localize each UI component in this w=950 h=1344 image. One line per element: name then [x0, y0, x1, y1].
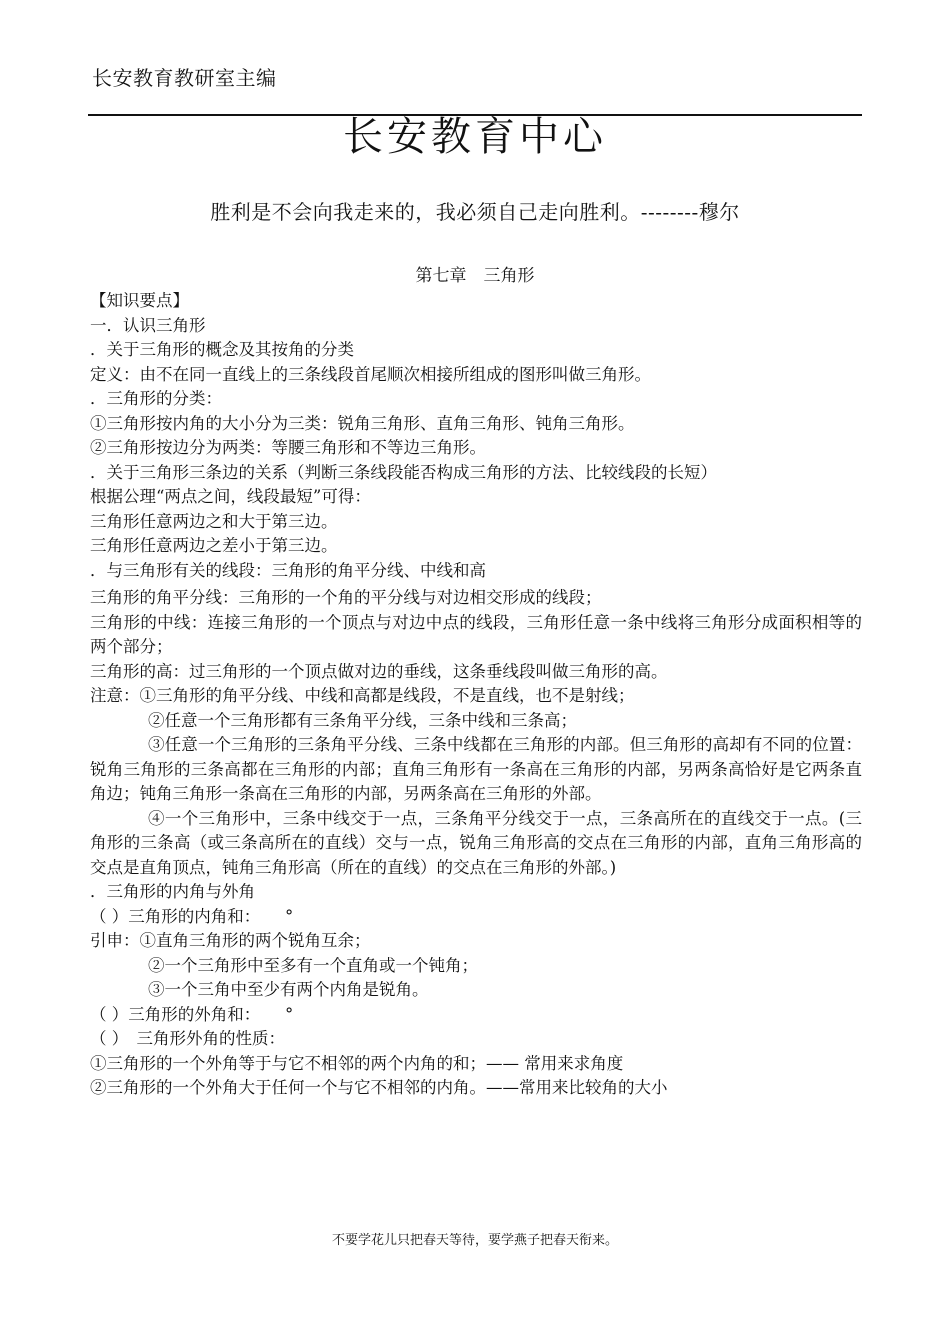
text-paragraph: 三角形的中线：连接三角形的一个顶点与对边中点的线段，三角形任意一条中线将三角形分成面积相等的两个部分；	[90, 612, 862, 656]
text-line: 根据公理“两点之间，线段最短”可得：	[90, 487, 371, 506]
text-line: ②三角形按边分为两类：等腰三角形和不等边三角形。	[90, 438, 486, 457]
text-line: ②一个三角形中至多有一个直角或一个钝角；	[148, 955, 478, 975]
text-line: ②三角形的一个外角大于任何一个与它不相邻的内角。——常用来比较角的大小	[90, 1078, 668, 1097]
text-line: 定义：由不在同一直线上的三条线段首尾顺次相接所组成的图形叫做三角形。	[90, 364, 651, 384]
note-line: ②任意一个三角形都有三条角平分线，三条中线和三条高；	[148, 710, 577, 730]
text-line: 三角形任意两边之和大于第三边。	[90, 511, 338, 531]
text-line: 三角形任意两边之差小于第三边。	[90, 536, 338, 555]
note-paragraph: ③任意一个三角形的三条角平分线、三条中线都在三角形的内部。但三角形的高却有不同的位置：锐角三角形的三条高都在三角形的内部；直角三角形有一条高在三角形的内部，另两条高恰好是它两条直角边；钝角三角形一条高在三角形的内部，另两条高在三角形的外部。	[90, 735, 862, 803]
text-line: （ ）三角形的外角和： °	[90, 1004, 294, 1024]
subsection-heading: ．三角形的内角与外角	[90, 882, 255, 901]
motto: 胜利是不会向我走来的，我必须自己走向胜利。--------穆尔	[210, 200, 740, 224]
subsection-heading: ．关于三角形三条边的关系（判断三条线段能否构成三角形的方法、比较线段的长短）	[90, 462, 717, 482]
document-body	[90, 289, 862, 1101]
editor-header: 长安教育教研室主编	[92, 66, 277, 90]
subsection-heading: ．关于三角形的概念及其按角的分类	[90, 340, 354, 359]
text-line: （ ）三角形的内角和： °	[90, 906, 294, 926]
section-heading: 一．认识三角形	[90, 315, 206, 335]
text-line: （ ） 三角形外角的性质：	[90, 1029, 285, 1048]
text-line: 三角形的高：过三角形的一个顶点做对边的垂线，这条垂线段叫做三角形的高。	[90, 661, 668, 681]
subsection-heading: ．与三角形有关的线段：三角形的角平分线、中线和高	[90, 560, 486, 580]
text-line: ①三角形按内角的大小分为三类：锐角三角形、直角三角形、钝角三角形。	[90, 413, 635, 433]
note-paragraph: ④一个三角形中，三条中线交于一点，三条角平分线交于一点，三条高所在的直线交于一点。(三角形的三条高（或三条高所在的直线）交与一点，锐角三角形高的交点在三角形的内部，直角三角形高的交点是直角顶点，钝角三角形高（所在的直线）的交点在三角形的外部。)	[90, 808, 862, 877]
subsection-heading: ．三角形的分类：	[90, 389, 222, 408]
section-heading: 【知识要点】	[90, 291, 189, 310]
text-line: 三角形的角平分线：三角形的一个角的平分线与对边相交形成的线段；	[90, 588, 602, 607]
text-line: 引申：①直角三角形的两个锐角互余；	[90, 931, 371, 950]
page-footer: 不要学花儿只把春天等待，要学燕子把春天衔来。	[331, 1233, 618, 1248]
chapter-title: 第七章 三角形	[415, 266, 535, 286]
text-line: ①三角形的一个外角等于与它不相邻的两个内角的和；—— 常用来求角度	[90, 1053, 624, 1073]
note-line: 注意：①三角形的角平分线、中线和高都是线段，不是直线，也不是射线；	[90, 686, 635, 705]
page-title: 长安教育中心	[343, 114, 607, 160]
text-line: ③一个三角中至少有两个内角是锐角。	[148, 980, 429, 999]
